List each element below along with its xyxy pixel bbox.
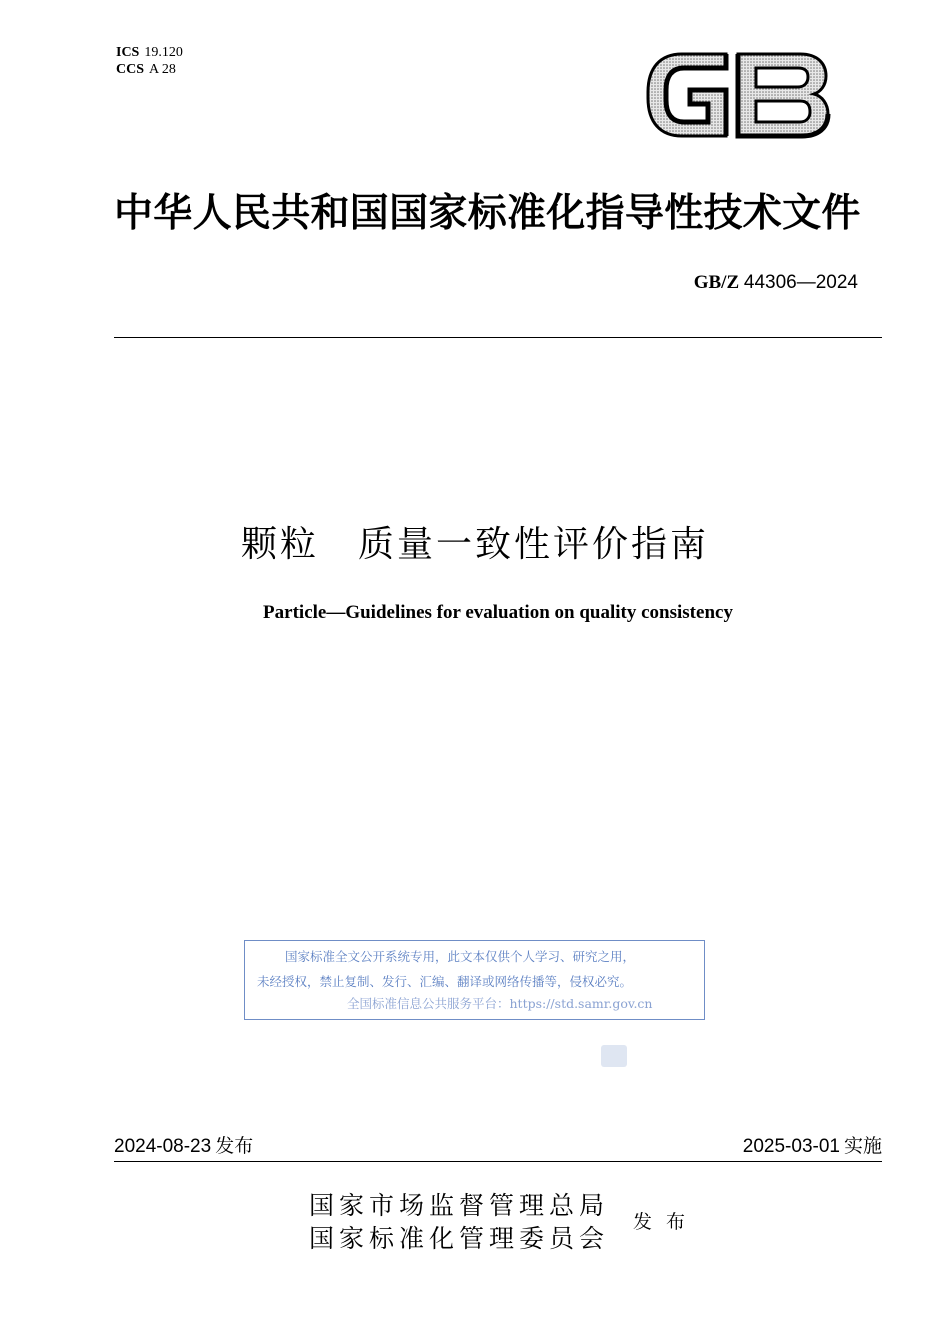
document-type: 中华人民共和国国家标准化指导性技术文件: [114, 191, 861, 236]
ccs-line: [116, 61, 183, 78]
issue-date: [114, 1131, 253, 1158]
ccs-value: A 28: [149, 62, 176, 77]
standard-code: 44306—2024: [743, 272, 858, 293]
ics-value: 19.120: [144, 45, 183, 60]
gb-logo: [642, 46, 832, 144]
issuing-authorities: [309, 1189, 609, 1255]
ccs-label: CCS: [116, 62, 145, 77]
issuer-2: 国家标准化管理委员会: [309, 1224, 610, 1253]
gb-logo-text: GB: [642, 46, 644, 47]
notice-line-3: 全国标准信息公共服务平台：https://std.samr.gov.cn: [347, 996, 653, 1011]
bottom-divider: [114, 1161, 882, 1162]
copyright-notice-box: [244, 940, 705, 1020]
issue-word: 发布: [215, 1135, 254, 1157]
issuer-1: 国家市场监督管理总局: [309, 1191, 610, 1220]
implementation-date: [743, 1131, 882, 1158]
implementation-word: 实施: [843, 1135, 882, 1157]
issue-date-value: 2024-08-23: [114, 1136, 212, 1157]
standard-number: [694, 272, 858, 294]
watermark-logo-icon: [601, 1045, 627, 1067]
title-english: Particle—Guidelines for evaluation on quality consistency: [263, 602, 733, 623]
title-chinese: 颗粒 质量一致性评价指南: [240, 524, 709, 565]
publish-word: 发布: [633, 1211, 700, 1233]
standard-prefix: GB/Z: [693, 272, 740, 293]
top-divider: [114, 337, 882, 338]
classification-codes: [116, 44, 183, 78]
ics-line: [116, 44, 183, 61]
ics-label: ICS: [116, 45, 140, 60]
implementation-date-value: 2025-03-01: [742, 1136, 840, 1157]
notice-line-1: 国家标准全文公开系统专用，此文本仅供个人学习、研究之用，: [285, 949, 636, 964]
notice-line-2: 未经授权，禁止复制、发行、汇编、翻译或网络传播等，侵权必究。: [257, 974, 633, 989]
